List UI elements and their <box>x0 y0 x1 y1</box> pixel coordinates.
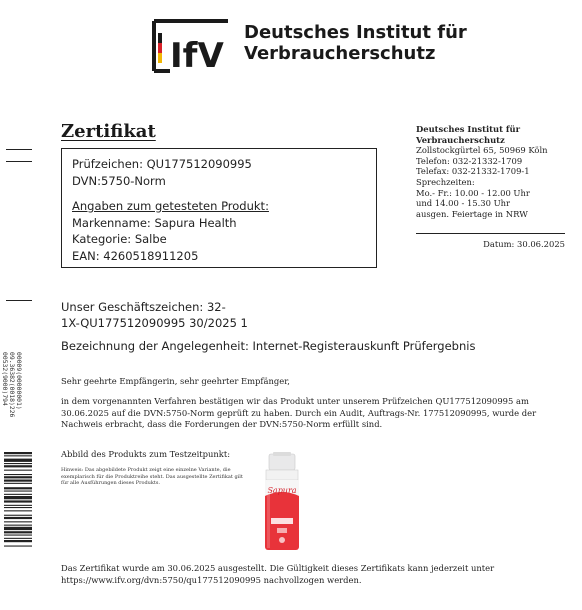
fold-mark <box>6 300 32 301</box>
body-paragraph: in dem vorgenannten Verfahren bestätigen wir das Produkt unter unserem Prüfzeichen QU177512090995 am 30.06.2025 auf die DVN:5750-Norm geprüft zu haben. Durch ein Audit, Auftrags-Nr. 177512090995, wurde der Nachweis erbracht, dass die Forderungen der DVN:5750-Norm erfüllt sind. <box>61 396 537 430</box>
barcode-bar <box>4 535 32 536</box>
barcode-bar <box>4 521 32 522</box>
barcode-bar <box>4 531 32 533</box>
fold-mark <box>6 161 32 162</box>
barcode-bar <box>4 465 32 467</box>
org-name-line2: Verbraucherschutz <box>244 43 436 64</box>
flag-gold-stripe <box>158 53 162 63</box>
ifv-logo <box>150 17 232 75</box>
barcode-bar <box>4 459 32 462</box>
flag-black-stripe <box>158 33 162 43</box>
norm: DVN:5750-Norm <box>72 173 166 188</box>
reference-line2: 1X-QU177512090995 30/2025 1 <box>61 316 248 330</box>
office-hours-label: Sprechzeiten: <box>416 176 475 187</box>
barcode-bar <box>4 496 32 499</box>
org-name <box>244 22 467 64</box>
product-image-note: Hinweis: Das abgebildete Produkt zeigt eine einzelne Variante, die exemplarisch für die Produktreihe steht. Das ausgestellte Zertifikat gilt für alle Ausführungen dieses Produkts. <box>61 467 243 487</box>
barcode-bar <box>4 470 32 471</box>
address-street: Zollstockgürtel 65, 50969 Köln <box>416 145 548 156</box>
barcode-bar <box>4 510 32 511</box>
barcode-bar <box>4 487 32 489</box>
barcode-bar <box>4 494 32 495</box>
barcode-bar <box>4 507 32 508</box>
certificate-info-box <box>61 148 377 268</box>
address-divider <box>416 233 565 234</box>
address-name-line2: Verbraucherschutz <box>416 134 505 145</box>
certificate-title: Zertifikat <box>61 121 156 142</box>
barcode-bar <box>4 538 32 539</box>
barcode-bar <box>4 540 32 542</box>
reference-line1: Unser Geschäftszeichen: 32- <box>61 300 226 314</box>
brand-name: Markenname: Sapura Health <box>72 215 237 230</box>
barcode <box>4 452 34 594</box>
barcode-bar <box>4 455 32 456</box>
closing-text: Das Zertifikat wurde am 30.06.2025 ausgestellt. Die Gültigkeit dieses Zertifikats kann jederzeit unter https://www.ifv.org/dvn:5750/qu177512090995 nachvollzogen werden. <box>61 563 495 585</box>
product-image-label: Abbild des Produkts zum Testzeitpunkt: <box>61 449 231 459</box>
reference-number <box>61 299 261 331</box>
logo-mark-text: IfV <box>170 36 224 75</box>
barcode-bar <box>4 517 32 519</box>
document-date: Datum: 30.06.2025 <box>483 239 565 249</box>
address-phone: Telefon: 032-21332-1709 <box>416 155 523 166</box>
address-fax: Telefax: 032-21332-1709-1 <box>416 166 530 177</box>
address-name-line1: Deutsches Institut für <box>416 124 521 134</box>
side-code-line2: 09.36382(0018)226 <box>8 352 17 418</box>
barcode-bar <box>4 491 32 492</box>
address-block <box>416 124 574 219</box>
barcode-bar <box>4 505 32 506</box>
barcode-bar <box>4 500 32 502</box>
barcode-bar <box>4 480 32 482</box>
barcode-bar <box>4 474 32 475</box>
salutation: Sehr geehrte Empfängerin, sehr geehrter Empfänger, <box>61 376 290 386</box>
barcode-bar <box>4 525 32 526</box>
barcode-bar <box>4 546 32 547</box>
side-code-line3: 00532(9000)794 <box>1 352 10 406</box>
barcode-bar <box>4 515 32 516</box>
fold-mark <box>6 149 32 150</box>
office-hours-2: und 14.00 - 15.30 Uhr <box>416 198 511 209</box>
barcode-bar <box>4 463 32 464</box>
category: Kategorie: Salbe <box>72 232 167 246</box>
office-hours-1: Mo.- Fr.: 10.00 - 12.00 Uhr <box>416 187 530 198</box>
ean: EAN: 4260518911205 <box>72 248 199 263</box>
product-brand-text: Sapura <box>267 486 297 495</box>
side-code-line1: 00009(00000001) <box>15 352 23 410</box>
side-reference-code <box>2 352 22 448</box>
barcode-bar <box>4 483 32 484</box>
product-image <box>257 452 307 552</box>
product-section-heading: Angaben zum getesteten Produkt: <box>72 199 269 213</box>
barcode-bar <box>4 452 32 454</box>
flag-red-stripe <box>158 43 162 53</box>
subject-line: Bezeichnung der Angelegenheit: Internet-Registerauskunft Prüfergebnis <box>61 339 476 353</box>
barcode-bar <box>4 527 32 530</box>
org-name-line1: Deutsches Institut für <box>244 22 467 43</box>
barcode-bar <box>4 476 32 478</box>
office-hours-3: ausgen. Feiertage in NRW <box>416 208 528 219</box>
pruefzeichen: Prüfzeichen: QU177512090995 <box>72 157 252 171</box>
